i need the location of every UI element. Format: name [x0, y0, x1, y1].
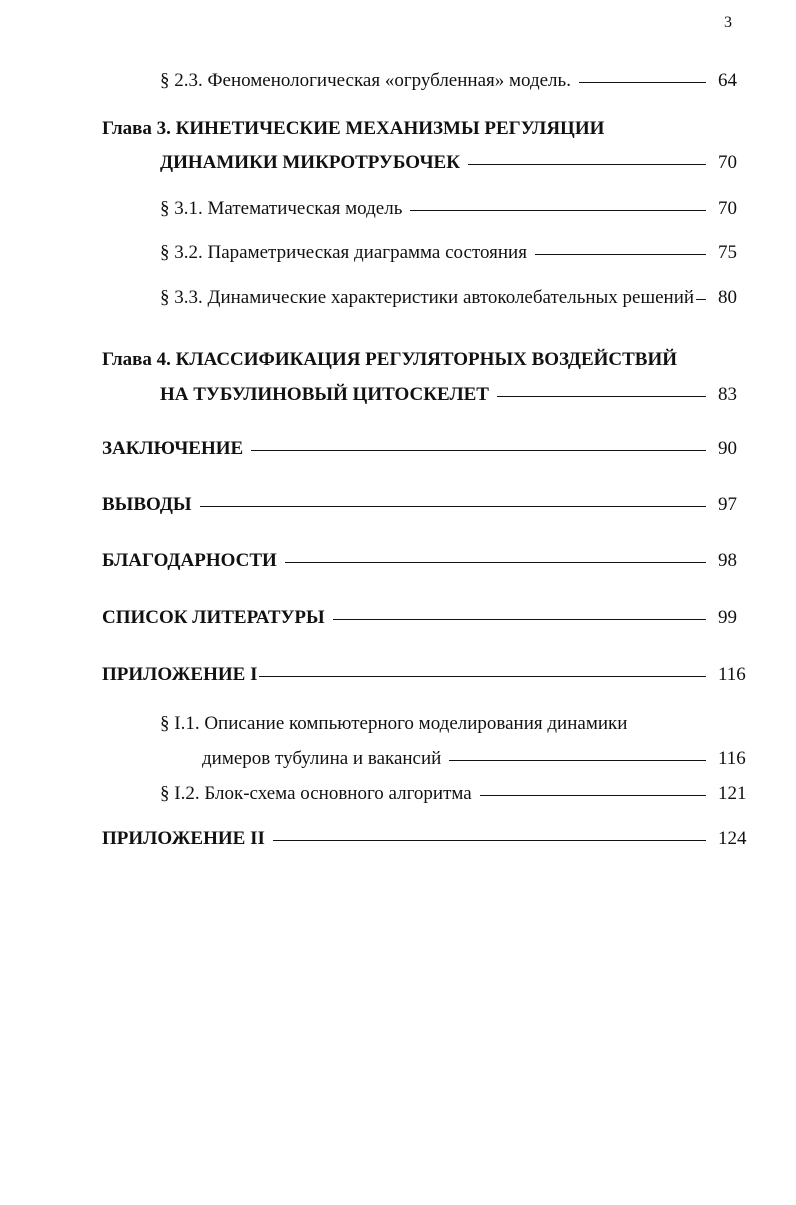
toc-entry-title: § 3.1. Математическая модель: [160, 198, 403, 219]
toc-leader: [333, 619, 706, 620]
toc-entry-2-3[interactable]: [160, 68, 754, 94]
toc-references[interactable]: [102, 605, 754, 631]
toc-entry-title: СПИСОК ЛИТЕРАТУРЫ: [102, 607, 325, 628]
toc-page-number: 90: [718, 438, 737, 459]
toc-page-number: 75: [718, 242, 737, 263]
toc-entry-title: ДИНАМИКИ МИКРОТРУБОЧЕК: [160, 152, 461, 173]
toc-leader: [497, 396, 706, 397]
toc-leader: [251, 450, 706, 451]
toc-entry-3-3[interactable]: [160, 285, 754, 311]
toc-entry-title: § I.1. Описание компьютерного моделирования динамики: [160, 713, 628, 734]
toc-chapter-4[interactable]: [160, 382, 754, 408]
toc-chapter-3-title[interactable]: [102, 116, 754, 142]
toc-entry-title: ПРИЛОЖЕНИЕ I: [102, 664, 258, 685]
toc-chapter-4-title[interactable]: [102, 347, 754, 373]
toc-leader: [200, 506, 706, 507]
toc-entry-title: ЗАКЛЮЧЕНИЕ: [102, 438, 244, 459]
page-number: 3: [724, 14, 732, 31]
toc-leader: [273, 840, 706, 841]
toc-page-number: 83: [718, 384, 737, 405]
toc-page-number: 97: [718, 494, 737, 515]
toc-entry-I-2[interactable]: [160, 781, 754, 807]
toc-entry-title: ВЫВОДЫ: [102, 494, 192, 515]
toc-entry-title: димеров тубулина и вакансий: [202, 748, 442, 769]
toc-acknowledgements[interactable]: [102, 548, 754, 574]
toc-leader: [696, 299, 706, 300]
toc-leader: [579, 82, 706, 83]
toc-page-number: 70: [718, 152, 737, 173]
toc-page-number: 99: [718, 607, 737, 628]
toc-entry-title: § 3.3. Динамические характеристики автоколебательных решений: [160, 287, 695, 308]
toc-entry-title: § I.2. Блок-схема основного алгоритма: [160, 783, 472, 804]
toc-page-number: 80: [718, 287, 737, 308]
toc-page-number: 116: [718, 664, 746, 685]
toc-appendix-1[interactable]: [102, 662, 754, 688]
toc-entry-title: ПРИЛОЖЕНИЕ II: [102, 828, 265, 849]
toc-appendix-2[interactable]: [102, 826, 754, 852]
toc-leader: [535, 254, 706, 255]
toc-entry-title: Глава 3. КИНЕТИЧЕСКИЕ МЕХАНИЗМЫ РЕГУЛЯЦИИ: [102, 118, 605, 139]
toc-chapter-3[interactable]: [160, 150, 754, 176]
toc-leader: [410, 210, 706, 211]
toc-entry-I-1-title[interactable]: [160, 711, 754, 737]
toc-entry-title: НА ТУБУЛИНОВЫЙ ЦИТОСКЕЛЕТ: [160, 384, 489, 405]
toc-entry-title: БЛАГОДАРНОСТИ: [102, 550, 277, 571]
toc-page-number: 98: [718, 550, 737, 571]
toc-leader: [468, 164, 706, 165]
toc-leader: [259, 676, 706, 677]
toc-leader: [285, 562, 706, 563]
toc-findings[interactable]: [102, 492, 754, 518]
toc-page-number: 64: [718, 70, 737, 91]
toc-entry-3-2[interactable]: [160, 240, 754, 266]
toc-page-number: 124: [718, 828, 747, 849]
toc-entry-I-1[interactable]: [202, 746, 754, 772]
toc-page-number: 116: [718, 748, 746, 769]
toc-leader: [449, 760, 706, 761]
toc-conclusion[interactable]: [102, 436, 754, 462]
toc-page-number: 121: [718, 783, 747, 804]
toc-entry-title: § 2.3. Феноменологическая «огрубленная» модель.: [160, 70, 571, 91]
toc-page-number: 70: [718, 198, 737, 219]
toc-leader: [480, 795, 706, 796]
toc-entry-3-1[interactable]: [160, 196, 754, 222]
toc-entry-title: § 3.2. Параметрическая диаграмма состояния: [160, 242, 527, 263]
toc-entry-title: Глава 4. КЛАССИФИКАЦИЯ РЕГУЛЯТОРНЫХ ВОЗДЕЙСТВИЙ: [102, 349, 678, 370]
